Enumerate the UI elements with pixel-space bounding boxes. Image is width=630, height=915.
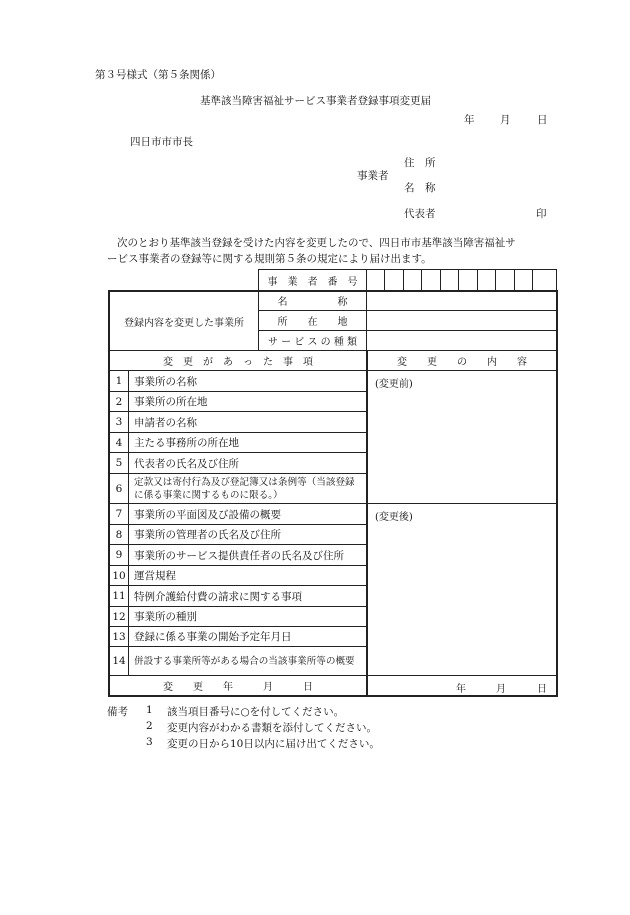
item-number[interactable]: 11 bbox=[112, 590, 126, 602]
after-content-field[interactable] bbox=[368, 521, 556, 674]
item-text: 登録に係る事業の開始予定年月日 bbox=[134, 631, 292, 643]
change-date-month: 月 bbox=[496, 684, 506, 695]
date-year-label: 年 bbox=[464, 114, 475, 126]
item-text: 運営規程 bbox=[134, 570, 176, 582]
item-number[interactable]: 3 bbox=[115, 416, 123, 428]
note-number: 2 bbox=[146, 720, 153, 732]
item-number[interactable]: 6 bbox=[115, 482, 123, 495]
item-number[interactable]: 8 bbox=[115, 528, 123, 541]
item-number[interactable]: 7 bbox=[115, 508, 123, 520]
form-title: 基準該当障害福祉サービス事業者登録事項変更届 bbox=[200, 95, 431, 107]
business-number-label: 事 業 者 番 号 bbox=[267, 276, 358, 288]
item-number[interactable]: 14 bbox=[112, 655, 126, 667]
change-date-day: 日 bbox=[537, 684, 547, 695]
item-text: 事業所の管理者の氏名及び住所 bbox=[134, 529, 281, 541]
note-text: 変更の日から10日以内に届け出てください。 bbox=[167, 738, 380, 750]
addressee: 四日市市市長 bbox=[130, 136, 193, 148]
item-number[interactable]: 12 bbox=[112, 610, 126, 623]
name-label: 名 称 bbox=[404, 182, 436, 194]
date-day-label: 日 bbox=[537, 114, 548, 126]
item-text: 特例介護給付費の請求に関する事項 bbox=[134, 590, 302, 603]
content-header: 変 更 の 内 容 bbox=[397, 357, 527, 368]
note-number: 1 bbox=[146, 704, 153, 716]
item-text: 定款又は寄付行為及び登記簿又は条例等（当該登録に係る事業に関するものに限る。） bbox=[134, 476, 355, 501]
item-number[interactable]: 2 bbox=[115, 395, 123, 408]
items-header: 変 更 が あ っ た 事 項 bbox=[163, 357, 313, 368]
item-text: 事業所の種別 bbox=[134, 611, 197, 623]
item-text: 申請者の名称 bbox=[134, 416, 197, 429]
note-text: 変更内容がわかる書類を添付してください。 bbox=[167, 722, 377, 734]
office-name-label: 名 称 bbox=[277, 297, 348, 308]
body-text-line2: ービス事業者の登録等に関する規則第５条の規定により届け出ます。 bbox=[107, 253, 432, 265]
before-content-field[interactable] bbox=[368, 388, 556, 502]
address-label: 住 所 bbox=[404, 157, 436, 169]
item-text: 事業所の平面図及び設備の概要 bbox=[134, 508, 281, 521]
change-date-label: 変 更 年 月 日 bbox=[163, 682, 313, 693]
changed-office-label: 登録内容を変更した事業所 bbox=[124, 317, 244, 329]
notes-label: 備考 bbox=[107, 706, 128, 718]
office-location-label: 所 在 地 bbox=[277, 317, 348, 328]
form-number: 第３号様式（第５条関係） bbox=[95, 69, 221, 81]
item-number[interactable]: 13 bbox=[112, 630, 126, 643]
item-text: 代表者の氏名及び住所 bbox=[134, 457, 239, 470]
item-text: 事業所のサービス提供責任者の氏名及び住所 bbox=[134, 549, 344, 562]
note-text: 該当項目番号に○を付してください。 bbox=[167, 706, 345, 718]
item-number[interactable]: 10 bbox=[112, 569, 126, 582]
before-label: (変更前) bbox=[375, 379, 413, 390]
item-text: 事業所の名称 bbox=[134, 375, 197, 388]
service-type-label: サ ー ビ ス の 種 類 bbox=[267, 337, 358, 348]
item-text: 併設する事業所等がある場合の当該事業所等の概要 bbox=[134, 655, 355, 667]
item-text: 事業所の所在地 bbox=[134, 396, 208, 408]
item-number[interactable]: 5 bbox=[115, 457, 123, 469]
item-number[interactable]: 9 bbox=[115, 549, 123, 561]
item-text: 主たる事務所の所在地 bbox=[134, 437, 239, 449]
business-number-field[interactable] bbox=[367, 270, 556, 290]
note-number: 3 bbox=[146, 736, 153, 748]
seal-label: 印 bbox=[536, 208, 547, 220]
item-number[interactable]: 1 bbox=[115, 375, 123, 387]
date-month-label: 月 bbox=[500, 114, 511, 126]
body-text-line1: 次のとおり基準該当登録を受けた内容を変更したので、四日市市基準該当障害福祉サ bbox=[117, 237, 516, 249]
office-name-field[interactable] bbox=[368, 292, 556, 310]
office-location-field[interactable] bbox=[368, 311, 556, 330]
change-date-year: 年 bbox=[456, 684, 466, 695]
after-label: (変更後) bbox=[375, 512, 413, 523]
item-number[interactable]: 4 bbox=[115, 436, 123, 449]
service-type-field[interactable] bbox=[368, 331, 556, 350]
representative-label: 代表者 bbox=[404, 208, 436, 220]
applicant-label: 事業者 bbox=[357, 170, 389, 182]
